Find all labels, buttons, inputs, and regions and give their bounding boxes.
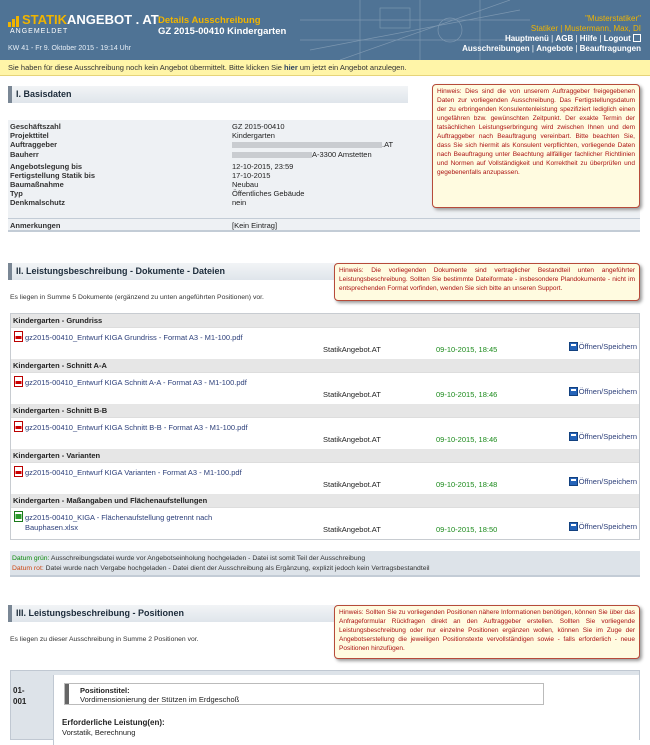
basisdaten-hint: Hinweis: Dies sind die von unserem Auftraggeber freigegebenen Daten zur vorliegenden Ausschreibung. Das Fertigstellungsdatum der zu erbringenden Konsulentenleistung spezifiziert lediglich einen ungefähren bzw. gewünschten Zeitpunkt. Der exakte Termin der tatsächlichen Leistungserbringung wird zwischen Ihnen und dem Auftraggeber nach Beauftragung vereinbart. Bitte beachten Sie, dass Sie sich hiermit als Konsulent verpflichten, vorliegende Daten nach Beauftragung unter Beachtung allfälliger fachlicher Richtlinien und Normen auf Vollständigkeit und Korrektheit zu überprüfen und gegebenenfalls anzupassen. <box>432 84 640 208</box>
basisdaten-value: 12-10-2015, 23:59 <box>232 162 294 171</box>
nav-ausschreibungen[interactable]: Ausschreibungen <box>462 44 530 53</box>
legend-green-text: Ausschreibungsdatei wurde vor Angebotseinholung hochgeladen - Datei ist somit Teil der Ausschreibung <box>49 555 366 562</box>
logo[interactable] <box>8 12 159 35</box>
document-group-header: Kindergarten - Grundriss <box>11 314 639 327</box>
open-save-button[interactable] <box>569 432 637 441</box>
floppy-disk-icon <box>569 522 578 531</box>
document-row <box>11 462 639 494</box>
document-file-link[interactable]: gz2015-00410_Entwurf KIGA Schnitt A-A - Format A3 - M1-100.pdf <box>25 378 247 387</box>
basisdaten-label: Bauherr <box>10 150 39 159</box>
position-number-part1: 01- <box>13 686 25 695</box>
logo-bars-icon <box>8 16 20 27</box>
floppy-disk-icon <box>569 477 578 486</box>
excel-file-icon <box>14 511 23 522</box>
user-alias: "Musterstatiker" <box>585 14 641 23</box>
basisdaten-value: A-3300 Amstetten <box>312 150 372 159</box>
offer-notice <box>0 60 650 76</box>
nav-hauptmenu[interactable]: Hauptmenü <box>504 34 549 43</box>
document-group-header: Kindergarten - Schnitt A-A <box>11 359 639 372</box>
pdf-file-icon <box>14 331 23 342</box>
positionen-summary: Es liegen zu dieser Ausschreibung in Summe 2 Positionen vor. <box>10 636 199 643</box>
basisdaten-label: Denkmalschutz <box>10 198 66 207</box>
basisdaten-label: Baumaßnahme <box>10 180 64 189</box>
documents-table <box>10 313 640 540</box>
open-save-button[interactable] <box>569 342 637 351</box>
nav-beauftragungen[interactable]: Beauftragungen <box>579 44 641 53</box>
position-title-value: Vordimensionierung der Stützen im Erdgeschoß <box>80 695 240 704</box>
document-group-header: Kindergarten - Schnitt B-B <box>11 404 639 417</box>
basisdaten-label: Anmerkungen <box>10 221 61 230</box>
position-number <box>13 685 26 707</box>
user-name: Statiker | Mustermann, Max, DI <box>530 24 641 33</box>
section-positionen-title: III. Leistungsbeschreibung - Positionen <box>8 605 408 622</box>
document-source: StatikAngebot.AT <box>323 390 381 399</box>
nav-angebote[interactable]: Angebote <box>536 44 574 53</box>
document-upload-date: 09-10-2015, 18:50 <box>436 525 498 534</box>
required-service-value: Vorstatik, Berechnung <box>62 728 136 737</box>
pdf-file-icon <box>14 466 23 477</box>
basisdaten-value: 17-10-2015 <box>232 171 271 180</box>
logout-icon[interactable] <box>633 34 641 42</box>
open-save-label: Öffnen/Speichern <box>578 522 637 531</box>
page-title-main: Details Ausschreibung <box>158 15 261 26</box>
document-source: StatikAngebot.AT <box>323 345 381 354</box>
open-save-label: Öffnen/Speichern <box>578 342 637 351</box>
basisdaten-value: nein <box>232 198 247 207</box>
open-save-label: Öffnen/Speichern <box>578 387 637 396</box>
redacted-block <box>232 142 382 148</box>
document-upload-date: 09-10-2015, 18:45 <box>436 345 498 354</box>
basisdaten-label: Auftraggeber <box>10 140 58 149</box>
document-file-link[interactable]: gz2015-00410_Entwurf KIGA Varianten - Format A3 - M1-100.pdf <box>25 468 242 477</box>
document-row <box>11 372 639 404</box>
anmerkungen-divider <box>8 218 640 219</box>
document-upload-date: 09-10-2015, 18:46 <box>436 435 498 444</box>
document-group-header: Kindergarten - Varianten <box>11 449 639 462</box>
nav-hilfe[interactable]: Hilfe <box>579 34 598 43</box>
basisdaten-value: Öffentliches Gebäude <box>232 189 305 198</box>
header <box>0 0 650 60</box>
basisdaten-value: [Kein Eintrag] <box>232 221 278 230</box>
open-save-button[interactable] <box>569 522 637 531</box>
pdf-file-icon <box>14 376 23 387</box>
basisdaten-value: Kindergarten <box>232 131 275 140</box>
position-01-001 <box>10 670 640 740</box>
open-save-label: Öffnen/Speichern <box>578 477 637 486</box>
document-upload-date: 09-10-2015, 18:46 <box>436 390 498 399</box>
basisdaten-label: Projekttitel <box>10 131 49 140</box>
basisdaten-value: GZ 2015-00410 <box>232 122 285 131</box>
document-file-link[interactable]: gz2015-00410_Entwurf KIGA Schnitt B-B - Format A3 - M1-100.pdf <box>25 423 248 432</box>
notice-text: Sie haben für diese Ausschreibung noch kein Angebot übermittelt. Bitte klicken Sie <box>8 63 285 72</box>
document-upload-date: 09-10-2015, 18:48 <box>436 480 498 489</box>
basisdaten-value: Neubau <box>232 180 259 189</box>
secondary-nav: Ausschreibungen | Angebote | Beauftragungen <box>462 44 641 53</box>
floppy-disk-icon <box>569 342 578 351</box>
nav-agb[interactable]: AGB <box>555 34 574 43</box>
position-number-part2: 001 <box>13 697 27 706</box>
date-legend <box>10 551 640 577</box>
logo-brand: STATIK <box>22 12 68 27</box>
logo-brand-suffix: ANGEBOT . AT <box>67 12 159 27</box>
floppy-disk-icon <box>569 387 578 396</box>
nav-logout[interactable]: Logout <box>603 34 631 43</box>
section-dokumente-title: II. Leistungsbeschreibung - Dokumente - Dateien <box>8 263 408 280</box>
dokumente-summary: Es liegen in Summe 5 Dokumente (ergänzend zu unten angeführten Positionen) vor. <box>10 294 264 301</box>
position-title-label: Positionstitel: <box>80 686 130 695</box>
position-title-box <box>64 683 544 705</box>
document-row <box>11 507 639 539</box>
position-body <box>53 675 639 745</box>
legend-red-label: Datum rot: <box>12 565 44 572</box>
user-panel <box>462 14 641 54</box>
main-nav: Hauptmenü | AGB | Hilfe | Logout <box>462 34 641 44</box>
notice-text-end: um jetzt ein Angebot anzulegen. <box>297 63 407 72</box>
login-status: ANGEMELDET <box>10 28 69 35</box>
basisdaten-value: .AT <box>382 140 394 149</box>
pdf-file-icon <box>14 421 23 432</box>
open-save-label: Öffnen/Speichern <box>578 432 637 441</box>
positionen-hint: Hinweis: Sollten Sie zu vorliegenden Positionen nähere Informationen benötigen, können Sie über das Anfrageformular Rückfragen direkt an den Auftraggeber erstellen. Sollten Sie vorliegende Leistungsbeschreibung oder nur einzelne Positionen ergänzen wollen, können Sie im Zuge der Angebotserstellung die jeweiligen Positionstexte vervollständigen sowie - falls erforderlich - neue Positionen hinzufügen. <box>334 605 640 659</box>
document-source: StatikAngebot.AT <box>323 525 381 534</box>
redacted-block <box>232 152 312 158</box>
document-row <box>11 327 639 359</box>
basisdaten-label: Geschäftszahl <box>10 122 61 131</box>
required-service-label: Erforderliche Leistung(en): <box>62 718 165 727</box>
section-basisdaten-title: I. Basisdaten <box>8 86 408 103</box>
open-save-button[interactable] <box>569 387 637 396</box>
date-line: KW 41 - Fr 9. Oktober 2015 - 19:14 Uhr <box>8 45 131 52</box>
document-file-link[interactable]: gz2015-00410_Entwurf KIGA Grundriss - Format A3 - M1-100.pdf <box>25 333 243 342</box>
page-title <box>158 15 286 37</box>
notice-link[interactable]: hier <box>284 63 298 72</box>
basisdaten-label: Typ <box>10 189 23 198</box>
document-group-header: Kindergarten - Maßangaben und Flächenaufstellungen <box>11 494 639 507</box>
basisdaten-label: Angebotslegung bis <box>10 162 83 171</box>
floppy-disk-icon <box>569 432 578 441</box>
document-file-link[interactable]: gz2015-00410_KIGA - Flächenaufstellung getrennt nach Bauphasen.xlsx <box>25 513 213 532</box>
document-row <box>11 417 639 449</box>
dokumente-hint: Hinweis: Die vorliegenden Dokumente sind vertraglicher Bestandteil unten angeführter Leistungsbeschreibung. Sollten Sie bestimmte Dateiformate - insbesondere Plandokumente - nicht im entsprechenden Format vorfinden, wenden Sie sich bitte an unseren Support. <box>334 263 640 301</box>
legend-green-label: Datum grün: <box>12 555 50 562</box>
document-source: StatikAngebot.AT <box>323 480 381 489</box>
document-source: StatikAngebot.AT <box>323 435 381 444</box>
legend-red-text: Datei wurde nach Vergabe hochgeladen - Datei dient der Ausschreibung als Ergänzung, explizit jedoch kein Vertragsbestandteil <box>43 565 430 572</box>
open-save-button[interactable] <box>569 477 637 486</box>
page-title-sub: GZ 2015-00410 Kindergarten <box>158 26 287 37</box>
basisdaten-label: Fertigstellung Statik bis <box>10 171 96 180</box>
